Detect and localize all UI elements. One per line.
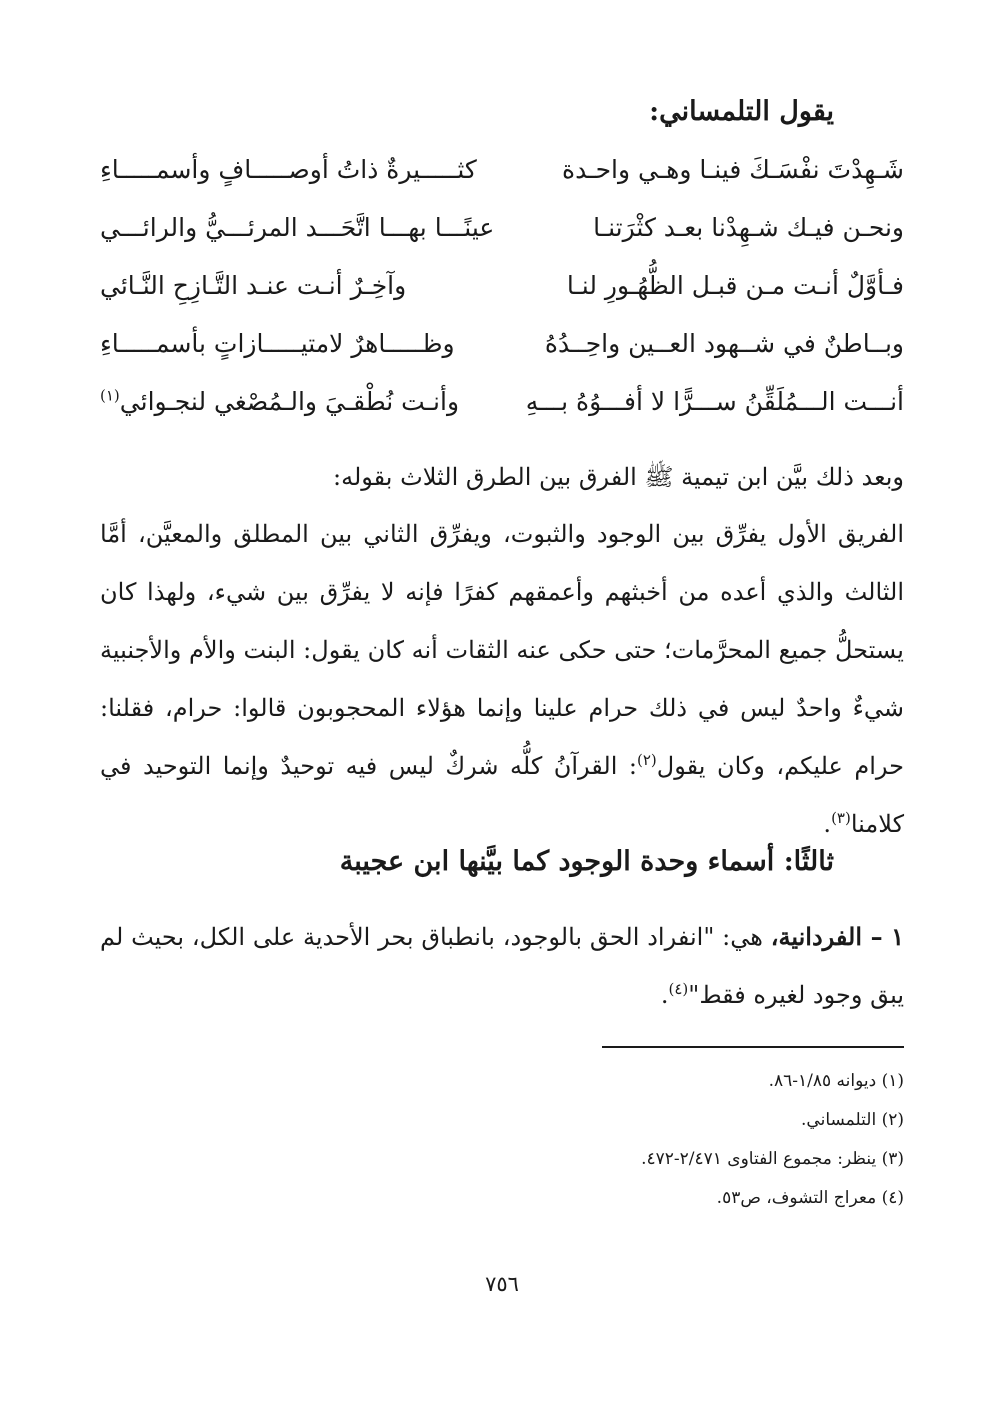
paragraph-end: . <box>660 981 669 1009</box>
paragraph-intro: وبعد ذلك بيَّن ابن تيمية ﷺ الفرق بين الطرق الثلاث بقوله: <box>333 463 904 491</box>
poem-verse <box>100 150 904 208</box>
verse-second-hemistich <box>100 266 406 306</box>
verse-second-text: وآخِـرٌ أنـت عنـد التَّـازِحِ النَّـائي <box>100 271 407 300</box>
paragraph-definition <box>100 908 904 1024</box>
footnote-ref[interactable]: (١) <box>100 386 120 405</box>
verse-second-hemistich <box>100 324 455 364</box>
verse-second-hemistich <box>100 208 494 248</box>
poem-verse <box>100 266 904 324</box>
footnote-ref[interactable]: (٢) <box>637 751 657 769</box>
verse-second-hemistich <box>100 382 459 422</box>
poem-verse <box>100 208 904 266</box>
verse-second-hemistich <box>100 150 477 190</box>
verse-second-text: كثـــــيرةٌ ذاتُ أوصـــــافٍ وأسمـــــاءِ <box>100 155 477 184</box>
poem-verse <box>100 382 904 440</box>
verse-second-text: وأنـت نُطْقـيَ والـمُصْغي لنجـوائي <box>119 387 460 416</box>
verse-first-hemistich: فـأوَّلٌ أنـت مـن قبـل الظُّهُـورِ لنـا <box>566 271 904 300</box>
footnote-separator <box>602 1046 904 1048</box>
paragraph-text: الفريق الأول يفرِّق بين الوجود والثبوت، ويفرِّق الثاني بين المطلق والمعيَّن، أمَّا الثالث والذي أعده من أخبثهم وأعمقهم كفرًا فإنه لا يفرِّق بين شيء، ولهذا كان يستحلُّ جميع المحرَّمات؛ حتى حكى عنه الثقات أنه كان يقول: البنت والأم والأجنبية شيءٌ واحدٌ ليس في ذلك حرام علينا وإنما هؤلاء المحجوبون قالوا: حرام، فقلنا: حرام عليكم، وكان يقول <box>100 520 904 780</box>
subsection-heading: ثالثًا: أسماء وحدة الوجود كما بيَّنها ابن عجيبة <box>339 846 834 877</box>
poem <box>100 150 904 440</box>
defined-term: الفردانية، <box>770 922 863 951</box>
verse-first-hemistich: شَـهِدْتَ نفْسَـكَ فينـا وهـي واحـدة <box>562 155 904 184</box>
item-number: ١ – <box>862 922 905 951</box>
verse-first-hemistich: وبــاطنٌ في شــهود العــين واحِــدُهُ <box>544 329 904 358</box>
paragraph-text: : القرآنُ كلُّه شركٌ ليس فيه توحيدٌ وإنما التوحيد في كلامنا <box>100 752 904 838</box>
footnote-item: (١) ديوانه ١/٨٥-٨٦. <box>768 1071 904 1091</box>
footnote-item: (٤) معراج التشوف، ص٥٣. <box>716 1188 904 1208</box>
footnote-item: (٣) ينظر: مجموع الفتاوى ٢/٤٧١-٤٧٢. <box>641 1149 904 1169</box>
verse-first-hemistich: ونحـن فيـك شـهِدْنا بعـد كثْرَتنـا <box>593 213 904 242</box>
page-number: ٧٥٦ <box>485 1272 519 1296</box>
footnote-ref[interactable]: (٣) <box>831 809 851 827</box>
verse-second-text: عينًـــا بهـــا اتَّحَـــد المرئـــيُّ والرائـــي <box>100 213 495 242</box>
footnote-item: (٢) التلمساني. <box>801 1110 904 1130</box>
footnotes <box>100 1062 904 1218</box>
paragraph-quote <box>100 505 904 853</box>
verse-second-text: وظـــــاهرٌ لامتيـــــازاتٍ بأسمـــــاءِ <box>100 329 455 358</box>
footnote-ref[interactable]: (٤) <box>668 980 689 998</box>
definition-text: هي: "انفراد الحق بالوجود، بانطباق بحر الأحدية على الكل، بحيث لم يبق وجود لغيره فقط" <box>100 923 904 1009</box>
section-heading: يقول التلمساني: <box>649 96 834 127</box>
poem-verse <box>100 324 904 382</box>
verse-first-hemistich: أنـــت الـــمُلَقِّنُ ســـرًّا لا أفـــوُهُ بـــهِ <box>525 387 904 416</box>
paragraph-end: . <box>823 810 832 838</box>
